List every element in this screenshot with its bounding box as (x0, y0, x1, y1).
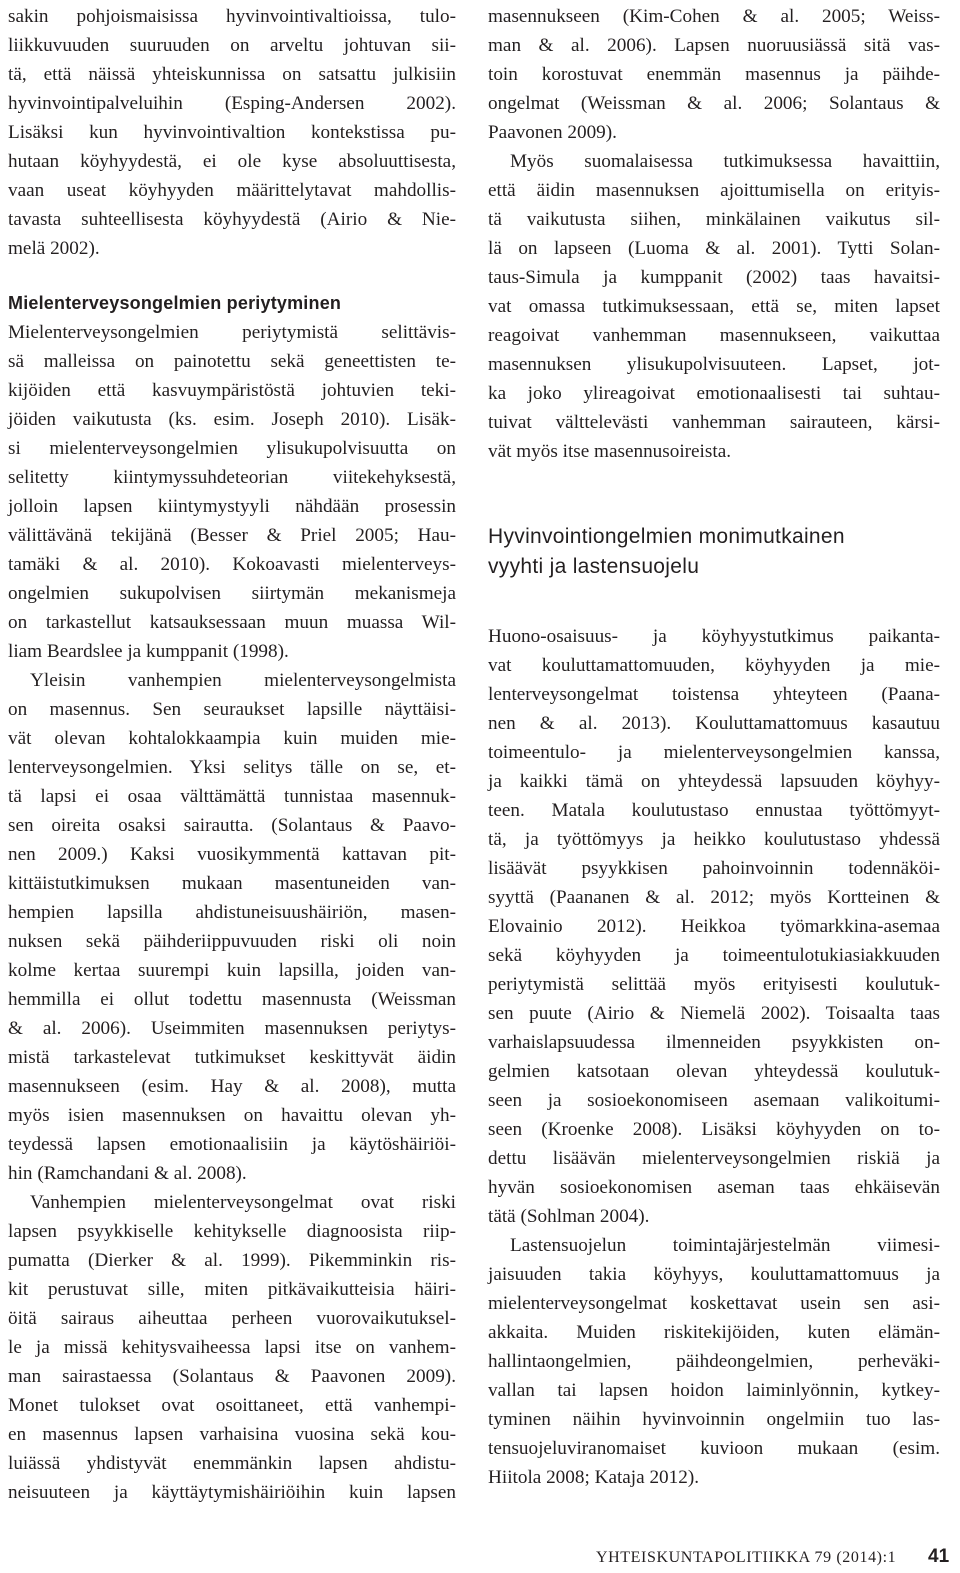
text-line: teydessä lapsen emotionaalisiin ja käytöshäiriöi- (8, 1134, 456, 1155)
text-line: lenterveysongelmien. Yksi selitys tälle on se, et- (8, 757, 456, 778)
text-line: kit perustuvat sille, miten pitkävaikutteisia häiri- (8, 1279, 456, 1300)
text-line: hyvinvointipalveluihin (Esping-Andersen 2002). (8, 93, 456, 114)
text-line: masennukseen (Kim-Cohen & al. 2005; Weiss- (488, 6, 940, 27)
text-line: taus-Simula ja kumppanit (2002) taas havaitsi- (488, 267, 940, 288)
text-line: melä 2002). (8, 238, 100, 259)
text-line: Elovainio 2012). Heikkoa työmarkkina-asemaa (488, 916, 940, 937)
text-line: Huono-osaisuus- ja köyhyystutkimus paikanta- (488, 626, 940, 647)
text-line: vät olevan kohtalokkaampia kuin muiden mie- (8, 728, 456, 749)
text-line: Myös suomalaisessa tutkimuksessa havaittiin, (510, 151, 940, 172)
text-line: Yleisin vanhempien mielenterveysongelmista (30, 670, 456, 691)
text-line: hyvän sosioekonomisen aseman taas ehkäisevän (488, 1177, 940, 1198)
text-line: tä lapsi ei osaa välttämättä tunnistaa masennuk- (8, 786, 456, 807)
text-line: neisuuteen ja käyttäytymishäiriöihin kuin lapsen (8, 1482, 456, 1503)
text-line: lenterveysongelmat toistensa yhteyteen (Paana- (488, 684, 940, 705)
text-line: man & al. 2006). Lapsen nuoruusiässä sitä vas- (488, 35, 940, 56)
section-paragraphs (488, 622, 940, 1492)
text-line: tä, että näissä yhteiskunnissa on satsattu julkisiin (8, 64, 456, 85)
text-line: si mielenterveysongelmien ylisukupolvisuutta on (8, 438, 456, 459)
text-line: varhaislapsuudessa ilmenneiden psyykkisten on- (488, 1032, 940, 1053)
text-line: ongelmat (Weissman & al. 2006; Solantaus & (488, 93, 940, 114)
section-paragraphs (8, 318, 456, 1507)
text-line: hallintaongelmien, päihdeongelmien, perheväki- (488, 1351, 940, 1372)
text-line: seen ja sosioekonomiseen asemaan valikoitumi- (488, 1090, 940, 1111)
text-line: dettu lisäävän mielenterveysongelmien riskiä ja (488, 1148, 940, 1169)
text-line: liikkuvuuden suuruuden on arveltu johtuvan sii- (8, 35, 456, 56)
text-line: ja kaikki tämä on yhteydessä lapsuuden köyhyy- (488, 771, 940, 792)
text-line: nen 2009.) Kaksi vuosikymmentä kattavan pit- (8, 844, 456, 865)
text-line: välittävänä tekijänä (Besser & Priel 2005; Hau- (8, 525, 456, 546)
text-line: sen puute (Airio & Niemelä 2002). Toisaalta taas (488, 1003, 940, 1024)
text-line: sä malleissa on painotettu sekä geneettisten te- (8, 351, 456, 372)
text-line: öitä sairaus aiheuttaa perheen vuorovaikutuksel- (8, 1308, 456, 1329)
text-line: teen. Matala koulutustaso ennustaa työttömyyt- (488, 800, 940, 821)
text-line: lä on lapseen (Luoma & al. 2001). Tytti Solan- (488, 238, 940, 259)
left-column (8, 0, 456, 1507)
text-line: vaan useat köyhyyden määrittelytavat mahdollis- (8, 180, 456, 201)
text-line: vat kouluttamattomuuden, köyhyyden ja mie- (488, 655, 940, 676)
text-line: vät myös itse masennusoireista. (488, 441, 732, 462)
text-line: jaisuuden takia köyhyys, kouluttamattomuus ja (488, 1264, 940, 1285)
text-line: kittäistutkimuksen mukaan masentuneiden van- (8, 873, 456, 894)
text-line: Lastensuojelun toimintajärjestelmän viimesi- (510, 1235, 940, 1256)
text-line: ongelmien sukupolvisen siirtymän mekanismeja (8, 583, 456, 604)
text-line: Lisäksi kun hyvinvointivaltion kontekstissa pu- (8, 122, 456, 143)
text-line: kijöiden että kasvuympäristöstä johtuvien teki- (8, 380, 456, 401)
section-subheading: Mielenterveysongelmien periytyminen (8, 293, 342, 313)
text-line: periytymistä selittää myös erityisesti koulutuk- (488, 974, 940, 995)
text-line: mistä tarkastelevat tutkimukset keskittyvät äidin (8, 1047, 456, 1068)
text-line: jöiden vaikutusta (ks. esim. Joseph 2010). Lisäk- (8, 409, 456, 430)
text-line: Mielenterveysongelmien periytymistä selittävis- (8, 322, 456, 343)
text-line: toimeentulo- ja mielenterveysongelmien kanssa, (488, 742, 940, 763)
text-line: tensuojeluviranomaiset kuvioon mukaan (esim. (488, 1438, 940, 1459)
text-line: ka joko ylireagoivat emotionaalisesti tai suhtau- (488, 383, 940, 404)
text-line: luiässä yhdistyvät enemmänkin lapsen ahdistu- (8, 1453, 456, 1474)
text-line: on tarkastellut katsauksessaan muun muassa Wil- (8, 612, 456, 633)
text-line: hin (Ramchandani & al. 2008). (8, 1163, 247, 1184)
text-line: myös isien masennuksen on havaittu olevan yh- (8, 1105, 456, 1126)
text-line: le ja missä kehitysvaiheessa lapsi itse on vanhem- (8, 1337, 456, 1358)
text-line: liam Beardslee ja kumppanit (1998). (8, 641, 289, 662)
text-line: masennukseen (esim. Hay & al. 2008), mutta (8, 1076, 456, 1097)
text-line: en masennus lapsen varhaisina vuosina sekä kou- (8, 1424, 456, 1445)
text-line: lisäävät psyykkisen pahoinvoinnin todennäköi- (488, 858, 940, 879)
text-line: nuksen sekä päihderiippuvuuden riski oli noin (8, 931, 456, 952)
text-line: tavasta suhteellisesta köyhyydestä (Airio & Nie- (8, 209, 456, 230)
text-line: hemmilla ei ollut todettu masennusta (Weissman (8, 989, 456, 1010)
text-line: reagoivat vanhemman masennukseen, vaikuttaa (488, 325, 940, 346)
text-line: Monet tulokset ovat osoittaneet, että vanhempi- (8, 1395, 456, 1416)
text-line: hutaan köyhyydestä, ei ole kyse absoluuttisesta, (8, 151, 456, 172)
text-line: tamäki & al. 2010). Kokoavasti mielenterveys- (8, 554, 456, 575)
text-line: selitetty kiintymyssuhdeteorian viitekehyksestä, (8, 467, 456, 488)
intro-paragraph (8, 2, 456, 263)
text-line: Hiitola 2008; Kataja 2012). (488, 1467, 700, 1488)
text-line: tätä (Sohlman 2004). (488, 1206, 650, 1227)
text-line: Vanhempien mielenterveysongelmat ovat riski (30, 1192, 456, 1213)
text-line: sakin pohjoismaisissa hyvinvointivaltioissa, tulo- (8, 6, 456, 27)
page-number: 41 (928, 1546, 950, 1567)
section-heading-line: Hyvinvointiongelmien monimutkainen (488, 525, 845, 548)
text-line: pumatta (Dierker & al. 1999). Pikemminkin ris- (8, 1250, 456, 1271)
text-line: tä, ja työttömyys ja heikko koulutustaso yhdessä (488, 829, 940, 850)
text-line: gelmien katsotaan olevan yhteydessä koulutuk- (488, 1061, 940, 1082)
text-line: tyminen näihin hyvinvoinnin ongelmiin tuo las- (488, 1409, 940, 1430)
text-line: kolme kertaa suurempi kuin lapsilla, joiden van- (8, 960, 456, 981)
section-heading-line: vyyhti ja lastensuojelu (488, 555, 700, 578)
text-line: lapsen psyykkiselle kehitykselle diagnoosista riip- (8, 1221, 456, 1242)
text-line: masennuksen ylisukupolvisuuteen. Lapset, jot- (488, 354, 940, 375)
text-line: on masennus. Sen seuraukset lapsille näyttäisi- (8, 699, 456, 720)
text-line: toin korostuvat enemmän masennus ja päihde- (488, 64, 940, 85)
text-line: sen oireita osaksi sairautta. (Solantaus & Paavo- (8, 815, 456, 836)
text-line: vallan tai lapsen hoidon laiminlyönnin, kytkey- (488, 1380, 940, 1401)
text-line: syyttä (Paananen & al. 2012; myös Kortteinen & (488, 887, 940, 908)
text-line: tä vaikutusta siihen, minkälainen vaikutus sil- (488, 209, 940, 230)
text-line: mielenterveysongelmat koskettavat usein sen asi- (488, 1293, 940, 1314)
text-line: & al. 2006). Useimmiten masennuksen periytys- (8, 1018, 456, 1039)
right-column (488, 0, 940, 1492)
text-line: vat omassa tutkimuksessaan, että se, miten lapset (488, 296, 940, 317)
text-line: sekä köyhyyden ja toimeentulotukiasiakkuuden (488, 945, 940, 966)
text-line: Paavonen 2009). (488, 122, 617, 143)
text-line: että äidin masennuksen ajoittumisella on erityis- (488, 180, 940, 201)
section-heading (488, 522, 940, 582)
text-line: akkaita. Muiden riskitekijöiden, kuten elämän- (488, 1322, 940, 1343)
text-line: man sairastaessa (Solantaus & Paavonen 2009). (8, 1366, 456, 1387)
footer-journal-citation: YHTEISKUNTAPOLITIIKKA 79 (2014):1 (596, 1549, 897, 1566)
text-line: nen & al. 2013). Kouluttamattomuus kasautuu (488, 713, 940, 734)
text-line: jolloin lapsen kiintymystyyli nähdään prosessin (8, 496, 456, 517)
text-line: seen (Kroenke 2008). Lisäksi köyhyyden on to- (488, 1119, 940, 1140)
text-line: tuivat välttelevästi vanhemman sairauteen, kärsi- (488, 412, 940, 433)
text-line: hempien lapsilla ahdistuneisuushäiriön, masen- (8, 902, 456, 923)
continued-paragraphs (488, 2, 940, 466)
